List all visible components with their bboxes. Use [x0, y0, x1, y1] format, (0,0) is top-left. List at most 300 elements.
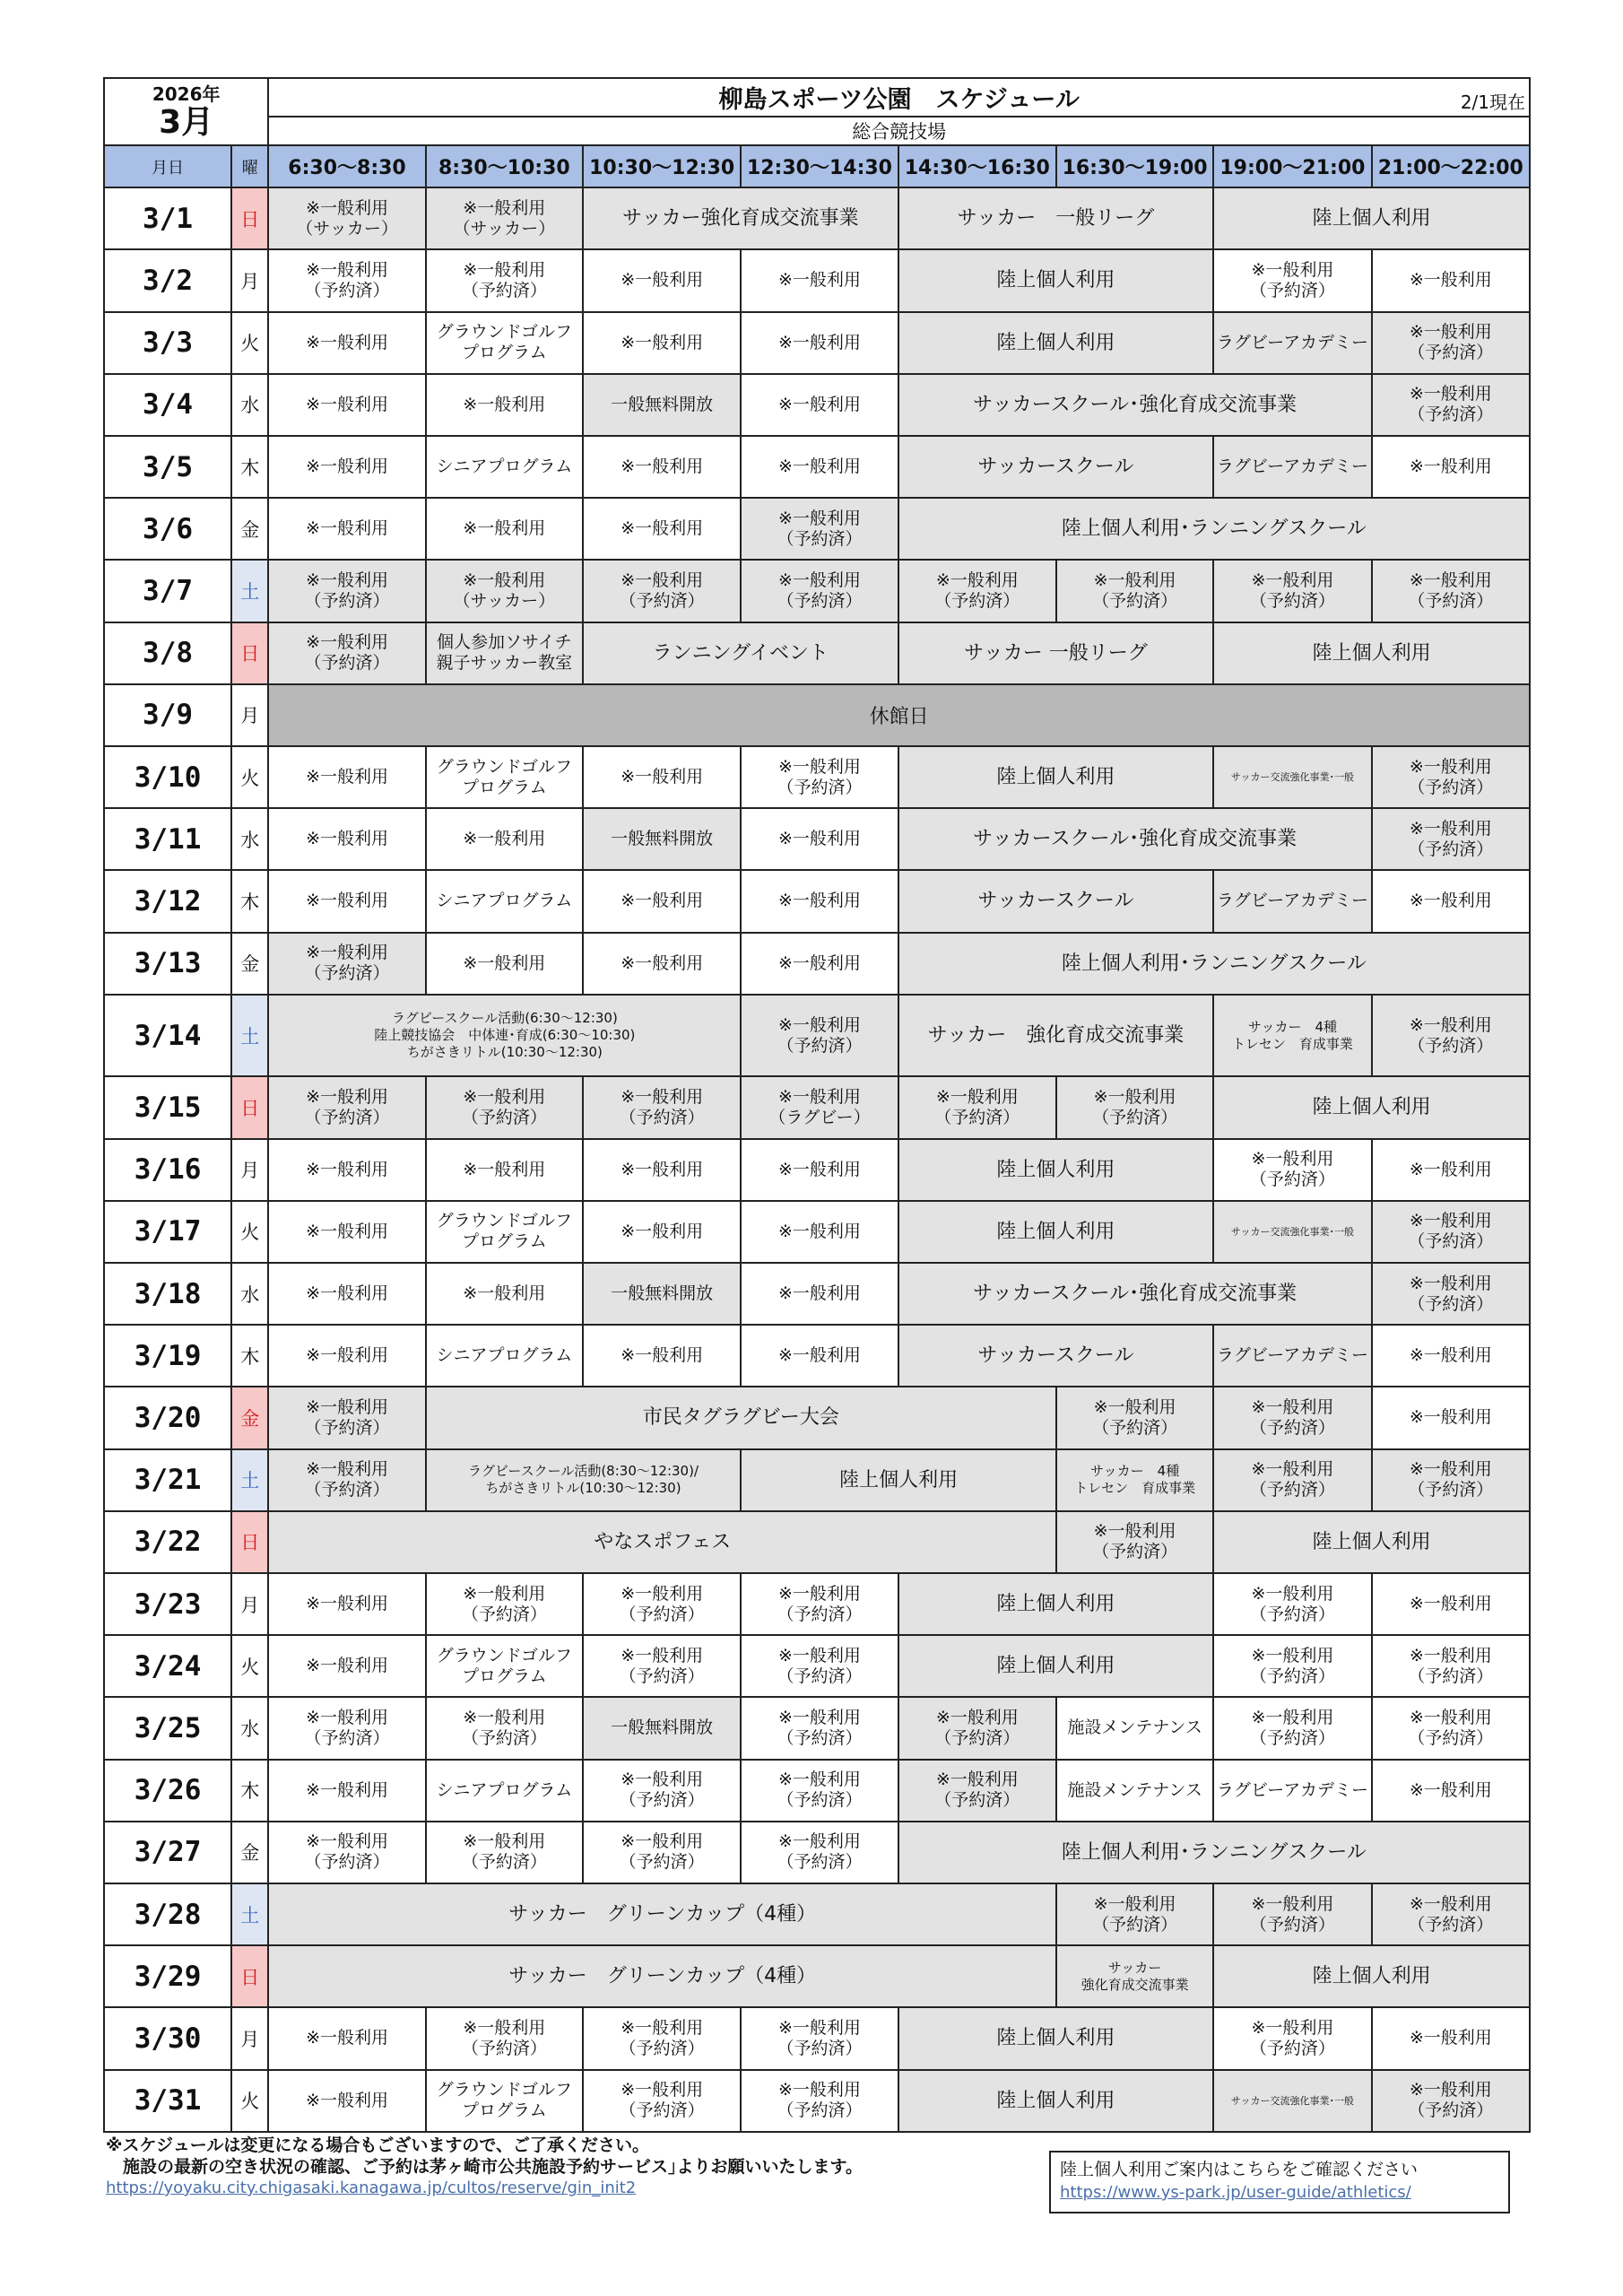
schedule-body	[104, 78, 1530, 2132]
date-cell: 3/23	[104, 1573, 231, 1635]
schedule-cell: ※一般利用 （予約済）	[426, 1822, 583, 1883]
schedule-cell: ランニングイベント	[583, 622, 898, 684]
slot-header: 19:00～21:00	[1213, 145, 1371, 187]
date-cell: 3/9	[104, 684, 231, 746]
schedule-cell: 陸上個人利用	[741, 1449, 1056, 1511]
schedule-cell: ※一般利用 （予約済）	[1372, 374, 1530, 436]
slot-header: 16:30～19:00	[1056, 145, 1213, 187]
schedule-row	[104, 498, 1530, 560]
day-of-week-cell: 日	[231, 1511, 268, 1573]
schedule-cell: ※一般利用 （予約済）	[1372, 1697, 1530, 1759]
date-cell: 3/24	[104, 1635, 231, 1697]
schedule-cell: ※一般利用	[741, 374, 898, 436]
schedule-cell: ラグビーアカデミー	[1213, 436, 1371, 498]
schedule-row	[104, 1883, 1530, 1945]
schedule-cell: ※一般利用 （予約済）	[1372, 560, 1530, 622]
day-of-week-cell: 月	[231, 684, 268, 746]
day-of-week-cell: 日	[231, 622, 268, 684]
schedule-row	[104, 560, 1530, 622]
schedule-cell: ※一般利用	[583, 498, 741, 560]
month-label: 3月	[159, 103, 214, 141]
dow-column-header: 曜	[231, 145, 268, 187]
day-of-week-cell: 金	[231, 933, 268, 995]
schedule-cell: ※一般利用 （予約済）	[268, 1076, 425, 1138]
schedule-cell: ※一般利用 （予約済）	[426, 1573, 583, 1635]
schedule-cell: 陸上個人利用	[1213, 187, 1530, 249]
schedule-cell: ※一般利用	[268, 1760, 425, 1822]
schedule-cell: ※一般利用 （予約済）	[1372, 746, 1530, 808]
schedule-cell: ※一般利用	[426, 808, 583, 870]
schedule-cell: ※一般利用 （予約済）	[1056, 1076, 1213, 1138]
schedule-cell: 陸上個人利用	[1213, 622, 1530, 684]
as-of-date: 2/1現在	[1460, 91, 1525, 113]
schedule-cell: ※一般利用	[426, 498, 583, 560]
date-cell: 3/8	[104, 622, 231, 684]
schedule-cell: サッカー 一般リーグ	[898, 187, 1214, 249]
schedule-cell: ※一般利用	[268, 2007, 425, 2069]
schedule-cell: 陸上個人利用	[1213, 1945, 1530, 2007]
schedule-cell: ※一般利用 （予約済）	[1372, 1263, 1530, 1325]
reservation-notice: 施設の最新の空き状況の確認、ご予約は茅ヶ崎市公共施設予約サービス｣よりお願いいたします。	[106, 2157, 863, 2177]
schedule-cell: ※一般利用 （予約済）	[426, 2007, 583, 2069]
date-cell: 3/21	[104, 1449, 231, 1511]
schedule-cell: ※一般利用 （予約済）	[1372, 1635, 1530, 1697]
schedule-cell: ※一般利用 （予約済）	[268, 560, 425, 622]
schedule-cell: ※一般利用 （予約済）	[1372, 1449, 1530, 1511]
day-of-week-cell: 水	[231, 1263, 268, 1325]
facility-name: 総合競技場	[268, 117, 1530, 146]
day-of-week-cell: 日	[231, 187, 268, 249]
schedule-cell: サッカー グリーンカップ（4種）	[268, 1945, 1056, 2007]
schedule-row	[104, 1263, 1530, 1325]
day-of-week-cell: 月	[231, 249, 268, 311]
slot-header: 12:30～14:30	[741, 145, 898, 187]
schedule-cell: ※一般利用 （予約済）	[583, 1076, 741, 1138]
schedule-cell: 市民タグラグビー大会	[426, 1387, 1056, 1448]
schedule-cell: ※一般利用 （予約済）	[583, 2070, 741, 2132]
schedule-cell: ※一般利用	[583, 870, 741, 932]
schedule-cell: 陸上個人利用	[1213, 1511, 1530, 1573]
schedule-cell: サッカースクール･強化育成交流事業	[898, 374, 1372, 436]
schedule-cell: ※一般利用	[583, 312, 741, 374]
year-month-cell	[104, 78, 268, 145]
schedule-cell: ※一般利用	[741, 1139, 898, 1201]
schedule-row	[104, 187, 1530, 249]
schedule-cell: 陸上個人利用･ランニングスクール	[898, 498, 1530, 560]
schedule-cell: ※一般利用	[1372, 870, 1530, 932]
schedule-cell: シニアプログラム	[426, 870, 583, 932]
schedule-cell: ※一般利用	[268, 1635, 425, 1697]
date-cell: 3/29	[104, 1945, 231, 2007]
schedule-cell: ※一般利用 （予約済）	[268, 933, 425, 995]
title-row	[104, 78, 1530, 117]
schedule-cell: サッカー交流強化事業･一般	[1213, 1201, 1371, 1263]
schedule-row	[104, 1139, 1530, 1201]
schedule-cell: ※一般利用	[741, 249, 898, 311]
schedule-row	[104, 808, 1530, 870]
schedule-cell: ※一般利用	[1372, 436, 1530, 498]
schedule-cell: ※一般利用 （予約済）	[741, 1822, 898, 1883]
schedule-cell: ※一般利用 （予約済）	[426, 249, 583, 311]
schedule-cell: ※一般利用 （予約済）	[741, 2070, 898, 2132]
schedule-row	[104, 1201, 1530, 1263]
schedule-cell: シニアプログラム	[426, 1760, 583, 1822]
day-of-week-cell: 日	[231, 1076, 268, 1138]
schedule-cell: サッカー グリーンカップ（4種）	[268, 1883, 1056, 1945]
day-of-week-cell: 水	[231, 1697, 268, 1759]
schedule-cell: 陸上個人利用	[898, 746, 1214, 808]
schedule-cell: ※一般利用 （サッカー）	[426, 187, 583, 249]
schedule-row	[104, 1697, 1530, 1759]
schedule-cell: ※一般利用	[583, 1201, 741, 1263]
schedule-cell: ※一般利用 （予約済）	[426, 1697, 583, 1759]
schedule-cell: ※一般利用 （予約済）	[741, 1760, 898, 1822]
schedule-row	[104, 995, 1530, 1077]
schedule-row	[104, 622, 1530, 684]
schedule-cell: ※一般利用 （予約済）	[1056, 1387, 1213, 1448]
schedule-cell: ※一般利用 （予約済）	[741, 498, 898, 560]
column-header-row	[104, 145, 1530, 187]
schedule-cell: 陸上個人利用･ランニングスクール	[898, 933, 1530, 995]
athletics-guide-box	[1049, 2151, 1510, 2213]
schedule-cell: ラグビースクール活動(6:30～12:30) 陸上競技協会 中体連･育成(6:30～10:30) ちがさきリトル(10:30～12:30)	[268, 995, 741, 1077]
schedule-cell: ※一般利用 （予約済）	[583, 1760, 741, 1822]
schedule-row	[104, 436, 1530, 498]
schedule-cell: ※一般利用 （予約済）	[268, 1697, 425, 1759]
day-of-week-cell: 土	[231, 1883, 268, 1945]
schedule-cell: ※一般利用 （予約済）	[741, 1635, 898, 1697]
day-of-week-cell: 水	[231, 808, 268, 870]
schedule-cell: ※一般利用 （予約済）	[1213, 1449, 1371, 1511]
reservation-link[interactable]: https://yoyaku.city.chigasaki.kanagawa.jp/cultos/reserve/gin_init2	[106, 2179, 637, 2197]
schedule-row	[104, 1387, 1530, 1448]
schedule-cell: サッカー 4種 トレセン 育成事業	[1213, 995, 1371, 1077]
day-of-week-cell: 火	[231, 1635, 268, 1697]
schedule-row	[104, 1449, 1530, 1511]
schedule-cell: 陸上個人利用	[898, 2007, 1214, 2069]
schedule-cell: ※一般利用 （予約済）	[426, 1076, 583, 1138]
schedule-cell: やなスポフェス	[268, 1511, 1056, 1573]
schedule-cell: ※一般利用	[583, 746, 741, 808]
schedule-cell: グラウンドゴルフ プログラム	[426, 1635, 583, 1697]
schedule-cell: ※一般利用 （予約済）	[583, 1822, 741, 1883]
schedule-cell: ※一般利用 （ラグビー）	[741, 1076, 898, 1138]
schedule-cell: ※一般利用 （予約済）	[268, 1822, 425, 1883]
schedule-cell: 一般無料開放	[583, 808, 741, 870]
schedule-cell: サッカースクール･強化育成交流事業	[898, 1263, 1372, 1325]
schedule-cell: ※一般利用 （予約済）	[1213, 2007, 1371, 2069]
footer-notes	[106, 2135, 1002, 2199]
schedule-cell: 一般無料開放	[583, 1263, 741, 1325]
date-cell: 3/1	[104, 187, 231, 249]
schedule-cell: 一般無料開放	[583, 374, 741, 436]
slot-header: 14:30～16:30	[898, 145, 1056, 187]
day-of-week-cell: 金	[231, 1387, 268, 1448]
schedule-cell: ※一般利用	[741, 1201, 898, 1263]
schedule-cell: ※一般利用 （予約済）	[1056, 560, 1213, 622]
schedule-row	[104, 1945, 1530, 2007]
schedule-cell: ※一般利用 （予約済）	[898, 1697, 1056, 1759]
day-of-week-cell: 火	[231, 746, 268, 808]
schedule-cell: ※一般利用	[1372, 1325, 1530, 1387]
day-of-week-cell: 火	[231, 2070, 268, 2132]
day-of-week-cell: 土	[231, 1449, 268, 1511]
schedule-cell: ※一般利用	[583, 249, 741, 311]
date-column-header: 月日	[104, 145, 231, 187]
day-of-week-cell: 木	[231, 1325, 268, 1387]
schedule-cell: 陸上個人利用	[898, 1635, 1214, 1697]
schedule-cell: ※一般利用	[741, 870, 898, 932]
schedule-cell: ※一般利用 （予約済）	[583, 560, 741, 622]
schedule-cell: ※一般利用	[426, 374, 583, 436]
schedule-row	[104, 746, 1530, 808]
schedule-cell: ※一般利用	[268, 498, 425, 560]
schedule-cell: サッカー交流強化事業･一般	[1213, 746, 1371, 808]
schedule-cell: ※一般利用	[583, 436, 741, 498]
schedule-cell: ※一般利用	[1372, 1760, 1530, 1822]
schedule-cell: ※一般利用	[268, 1139, 425, 1201]
schedule-row	[104, 1822, 1530, 1883]
schedule-cell: ※一般利用	[741, 1263, 898, 1325]
schedule-cell: サッカー 強化育成交流事業	[898, 995, 1214, 1077]
schedule-cell: ※一般利用	[268, 436, 425, 498]
schedule-cell: ※一般利用	[268, 870, 425, 932]
schedule-cell: ※一般利用	[426, 1263, 583, 1325]
schedule-cell: ラグビーアカデミー	[1213, 312, 1371, 374]
schedule-cell: ※一般利用 （予約済）	[268, 1449, 425, 1511]
schedule-cell: グラウンドゴルフ プログラム	[426, 1201, 583, 1263]
schedule-cell: ※一般利用 （予約済）	[1372, 995, 1530, 1077]
schedule-cell: サッカー交流強化事業･一般	[1213, 2070, 1371, 2132]
date-cell: 3/31	[104, 2070, 231, 2132]
date-cell: 3/6	[104, 498, 231, 560]
schedule-cell: ※一般利用 （予約済）	[1372, 1883, 1530, 1945]
schedule-row	[104, 249, 1530, 311]
date-cell: 3/18	[104, 1263, 231, 1325]
schedule-cell: ※一般利用	[583, 1325, 741, 1387]
schedule-cell: 陸上個人利用	[898, 1573, 1214, 1635]
schedule-cell: ※一般利用 （サッカー）	[426, 560, 583, 622]
schedule-cell: ※一般利用	[741, 1325, 898, 1387]
schedule-cell: 陸上個人利用･ランニングスクール	[898, 1822, 1530, 1883]
athletics-guide-link[interactable]: https://www.ys-park.jp/user-guide/athletics/	[1060, 2183, 1411, 2202]
schedule-row	[104, 684, 1530, 746]
schedule-cell: ※一般利用 （予約済）	[741, 1573, 898, 1635]
schedule-cell: ※一般利用 （予約済）	[741, 2007, 898, 2069]
schedule-cell: ラグビースクール活動(8:30～12:30)/ ちがさきリトル(10:30～12:30)	[426, 1449, 742, 1511]
day-of-week-cell: 火	[231, 312, 268, 374]
schedule-cell: ※一般利用 （予約済）	[268, 1387, 425, 1448]
schedule-cell: ラグビーアカデミー	[1213, 1760, 1371, 1822]
athletics-guide-text: 陸上個人利用ご案内はこちらをご確認ください	[1060, 2160, 1419, 2179]
schedule-cell: 施設メンテナンス	[1056, 1697, 1213, 1759]
page-title: 柳島スポーツ公園 スケジュール	[718, 85, 1080, 114]
slot-header: 6:30～8:30	[268, 145, 425, 187]
day-of-week-cell: 木	[231, 436, 268, 498]
date-cell: 3/28	[104, 1883, 231, 1945]
schedule-cell: シニアプログラム	[426, 1325, 583, 1387]
schedule-cell: ※一般利用	[1372, 2007, 1530, 2069]
date-cell: 3/4	[104, 374, 231, 436]
schedule-row	[104, 933, 1530, 995]
schedule-cell: ※一般利用	[268, 808, 425, 870]
date-cell: 3/26	[104, 1760, 231, 1822]
schedule-cell: ※一般利用	[268, 1573, 425, 1635]
date-cell: 3/12	[104, 870, 231, 932]
day-of-week-cell: 土	[231, 560, 268, 622]
date-cell: 3/17	[104, 1201, 231, 1263]
schedule-cell: ※一般利用	[583, 933, 741, 995]
date-cell: 3/19	[104, 1325, 231, 1387]
date-cell: 3/3	[104, 312, 231, 374]
schedule-cell: 陸上個人利用	[898, 249, 1214, 311]
schedule-cell: ラグビーアカデミー	[1213, 1325, 1371, 1387]
schedule-cell: ※一般利用 （予約済）	[1372, 2070, 1530, 2132]
day-of-week-cell: 水	[231, 374, 268, 436]
schedule-cell: ※一般利用	[583, 1139, 741, 1201]
schedule-cell: ※一般利用 （予約済）	[1213, 1697, 1371, 1759]
day-of-week-cell: 火	[231, 1201, 268, 1263]
schedule-cell: サッカースクール	[898, 870, 1214, 932]
schedule-cell: ※一般利用 （予約済）	[1213, 1573, 1371, 1635]
schedule-cell: 一般無料開放	[583, 1697, 741, 1759]
schedule-cell: ※一般利用	[426, 1139, 583, 1201]
schedule-cell: ※一般利用 （予約済）	[1213, 560, 1371, 622]
schedule-cell: ※一般利用	[1372, 249, 1530, 311]
day-of-week-cell: 月	[231, 1573, 268, 1635]
schedule-cell: ※一般利用 （予約済）	[583, 1573, 741, 1635]
schedule-cell: ※一般利用	[268, 374, 425, 436]
schedule-cell: ※一般利用 （予約済）	[1372, 1201, 1530, 1263]
day-of-week-cell: 金	[231, 498, 268, 560]
schedule-cell: ※一般利用 （予約済）	[1056, 1883, 1213, 1945]
slot-header: 10:30～12:30	[583, 145, 741, 187]
date-cell: 3/2	[104, 249, 231, 311]
schedule-cell: ※一般利用 （予約済）	[1213, 1883, 1371, 1945]
schedule-row	[104, 2070, 1530, 2132]
schedule-cell: グラウンドゴルフ プログラム	[426, 746, 583, 808]
date-cell: 3/22	[104, 1511, 231, 1573]
schedule-row	[104, 312, 1530, 374]
schedule-cell: ※一般利用 （予約済）	[1213, 1139, 1371, 1201]
schedule-cell: 個人参加ソサイチ 親子サッカー教室	[426, 622, 583, 684]
date-cell: 3/11	[104, 808, 231, 870]
schedule-cell: ※一般利用	[741, 808, 898, 870]
day-of-week-cell: 日	[231, 1945, 268, 2007]
schedule-cell: サッカースクール	[898, 436, 1214, 498]
schedule-row	[104, 870, 1530, 932]
change-notice: ※スケジュールは変更になる場合もございますので、ご了承ください。	[106, 2135, 649, 2155]
slot-header: 8:30～10:30	[426, 145, 583, 187]
schedule-cell: ※一般利用 （予約済）	[268, 249, 425, 311]
date-cell: 3/20	[104, 1387, 231, 1448]
schedule-cell: サッカー強化育成交流事業	[583, 187, 898, 249]
day-of-week-cell: 月	[231, 1139, 268, 1201]
schedule-cell: 陸上個人利用	[898, 1201, 1214, 1263]
date-cell: 3/14	[104, 995, 231, 1077]
schedule-cell: ※一般利用	[268, 312, 425, 374]
day-of-week-cell: 月	[231, 2007, 268, 2069]
schedule-cell: サッカー 強化育成交流事業	[1056, 1945, 1213, 2007]
date-cell: 3/10	[104, 746, 231, 808]
schedule-cell: サッカー 一般リーグ	[898, 622, 1214, 684]
schedule-row	[104, 1573, 1530, 1635]
slot-header: 21:00～22:00	[1372, 145, 1530, 187]
facility-row	[104, 117, 1530, 146]
date-cell: 3/27	[104, 1822, 231, 1883]
schedule-cell: ※一般利用	[1372, 1387, 1530, 1448]
schedule-cell: ※一般利用	[268, 1201, 425, 1263]
schedule-cell: ※一般利用 （予約済）	[1372, 312, 1530, 374]
schedule-cell: ※一般利用	[426, 933, 583, 995]
schedule-row	[104, 1635, 1530, 1697]
schedule-row	[104, 2007, 1530, 2069]
schedule-cell: グラウンドゴルフ プログラム	[426, 2070, 583, 2132]
schedule-row	[104, 1511, 1530, 1573]
date-cell: 3/7	[104, 560, 231, 622]
schedule-row	[104, 374, 1530, 436]
schedule-cell: ※一般利用 （予約済）	[1213, 249, 1371, 311]
date-cell: 3/30	[104, 2007, 231, 2069]
schedule-cell: 施設メンテナンス	[1056, 1760, 1213, 1822]
schedule-cell: ※一般利用 （予約済）	[1213, 1387, 1371, 1448]
schedule-cell: 陸上個人利用	[898, 312, 1214, 374]
schedule-cell: 陸上個人利用	[898, 2070, 1214, 2132]
schedule-cell: シニアプログラム	[426, 436, 583, 498]
year-label: 2026年	[152, 83, 221, 105]
schedule-cell: ※一般利用 （予約済）	[268, 622, 425, 684]
day-of-week-cell: 金	[231, 1822, 268, 1883]
schedule-cell: ラグビーアカデミー	[1213, 870, 1371, 932]
schedule-row	[104, 1076, 1530, 1138]
title-cell	[268, 78, 1530, 117]
schedule-row	[104, 1760, 1530, 1822]
schedule-cell: ※一般利用 （予約済）	[583, 1635, 741, 1697]
schedule-cell: サッカー 4種 トレセン 育成事業	[1056, 1449, 1213, 1511]
schedule-cell: ※一般利用	[741, 933, 898, 995]
closed-day-cell: 休館日	[268, 684, 1530, 746]
schedule-cell: ※一般利用 （予約済）	[583, 2007, 741, 2069]
schedule-cell: ※一般利用 （予約済）	[741, 995, 898, 1077]
schedule-cell: 陸上個人利用	[1213, 1076, 1530, 1138]
day-of-week-cell: 土	[231, 995, 268, 1077]
schedule-table	[103, 77, 1531, 2133]
schedule-cell: ※一般利用	[268, 2070, 425, 2132]
date-cell: 3/16	[104, 1139, 231, 1201]
day-of-week-cell: 木	[231, 870, 268, 932]
schedule-cell: ※一般利用	[268, 1263, 425, 1325]
schedule-cell: ※一般利用	[268, 746, 425, 808]
schedule-cell: ※一般利用 （予約済）	[1056, 1511, 1213, 1573]
date-cell: 3/13	[104, 933, 231, 995]
schedule-cell: ※一般利用 （予約済）	[1213, 1635, 1371, 1697]
schedule-cell: ※一般利用 （予約済）	[741, 746, 898, 808]
schedule-cell: ※一般利用	[741, 312, 898, 374]
schedule-cell: ※一般利用 （予約済）	[898, 1760, 1056, 1822]
schedule-cell: ※一般利用 （予約済）	[1372, 808, 1530, 870]
schedule-cell: ※一般利用 （予約済）	[898, 560, 1056, 622]
date-cell: 3/25	[104, 1697, 231, 1759]
schedule-cell: ※一般利用 （予約済）	[898, 1076, 1056, 1138]
schedule-cell: グラウンドゴルフ プログラム	[426, 312, 583, 374]
schedule-cell: ※一般利用	[741, 436, 898, 498]
schedule-cell: ※一般利用 （サッカー）	[268, 187, 425, 249]
date-cell: 3/15	[104, 1076, 231, 1138]
date-cell: 3/5	[104, 436, 231, 498]
schedule-cell: ※一般利用 （予約済）	[741, 560, 898, 622]
schedule-cell: ※一般利用	[1372, 1139, 1530, 1201]
schedule-cell: ※一般利用	[268, 1325, 425, 1387]
